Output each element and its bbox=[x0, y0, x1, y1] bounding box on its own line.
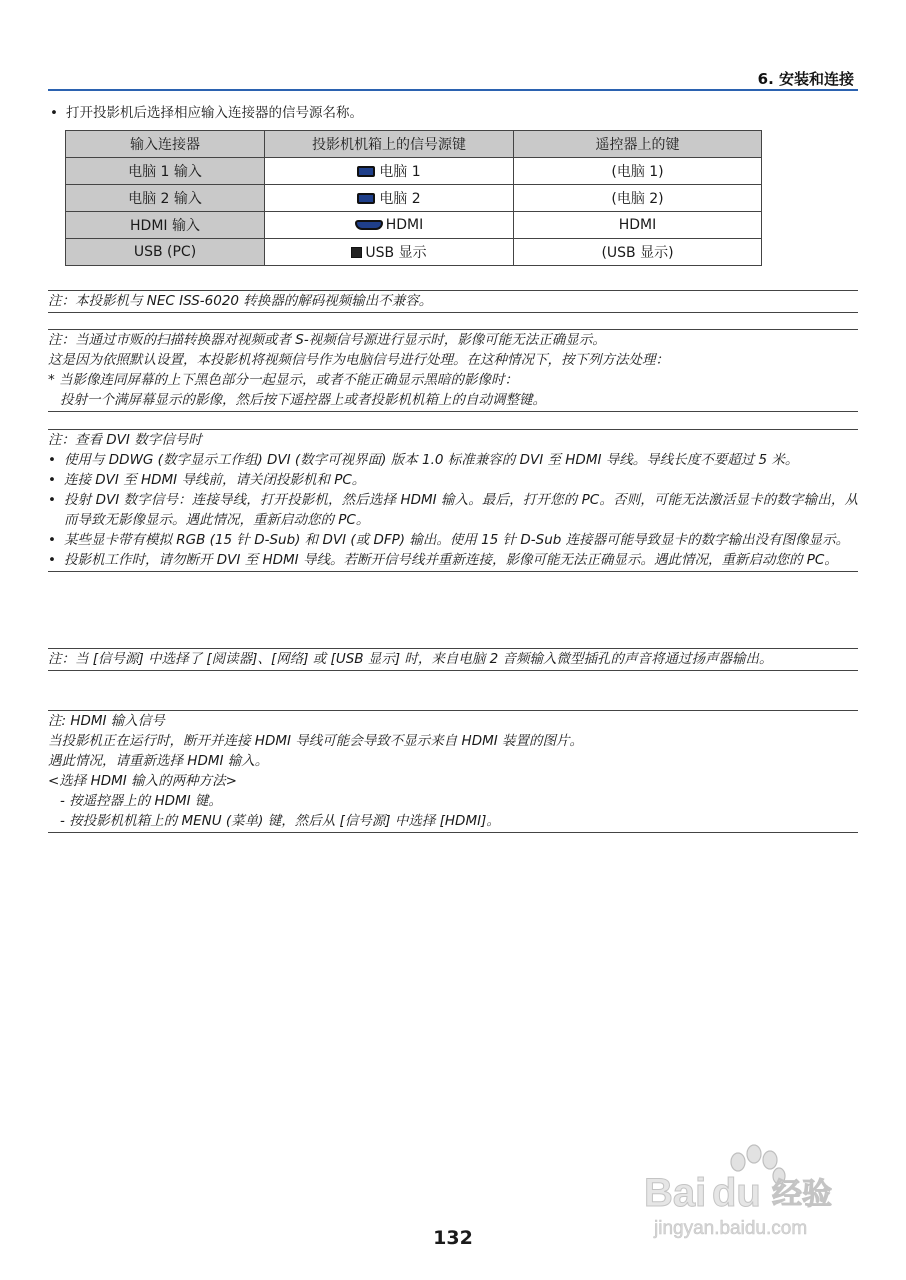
bullet: • bbox=[48, 532, 56, 548]
note-line: <选择 HDMI 输入的两种方法> bbox=[48, 773, 237, 789]
page-number: 132 bbox=[433, 1227, 473, 1249]
svg-text:du: du bbox=[712, 1171, 761, 1215]
list-item bbox=[48, 450, 858, 470]
note-hdmi-input bbox=[48, 710, 858, 833]
table-row bbox=[66, 185, 762, 212]
list-item-text: 投射 DVI 数字信号：连接导线，打开投影机，然后选择 HDMI 输入。最后，打开您的 PC。否则，可能无法激活显卡的数字输出，从而导致无影像显示。遇此情况，重新启动您的 PC。 bbox=[64, 492, 858, 528]
bullet: • bbox=[50, 105, 58, 121]
list-item-text: 某些显卡带有模拟 RGB (15 针 D-Sub) 和 DVI (或 DFP) 输出。使用 15 针 D-Sub 连接器可能导致显卡的数字输出没有图像显示。 bbox=[64, 532, 850, 548]
column-header: 输入连接器 bbox=[66, 131, 265, 158]
usb-icon bbox=[351, 247, 362, 258]
cabinet-key-label: 电脑 1 bbox=[379, 164, 421, 180]
note-line: 注：当通过市贩的扫描转换器对视频或者 S-视频信号源进行显示时，影像可能无法正确显示。 bbox=[48, 332, 606, 348]
note-line: 投射一个满屏幕显示的影像，然后按下遥控器上或者投影机机箱上的自动调整键。 bbox=[60, 392, 546, 408]
table-cell-cabinet bbox=[265, 212, 514, 239]
note-text: 注：当 [信号源] 中选择了 [阅读器]、[网络] 或 [USB 显示] 时，来自电脑 2 音频输入微型插孔的声音将通过扬声器输出。 bbox=[48, 651, 773, 667]
column-header: 投影机机箱上的信号源键 bbox=[265, 131, 514, 158]
table-header-row bbox=[66, 131, 762, 158]
column-header: 遥控器上的键 bbox=[514, 131, 762, 158]
note-line: * 当影像连同屏幕的上下黑色部分一起显示，或者不能正确显示黑暗的影像时： bbox=[48, 372, 519, 388]
svg-text:Bai: Bai bbox=[644, 1171, 707, 1215]
header-divider bbox=[48, 89, 858, 91]
note-dvi-signal bbox=[48, 429, 858, 572]
list-item-text: 使用与 DDWG (数字显示工作组) DVI (数字可视界面) 版本 1.0 标准兼容的 DVI 至 HDMI 导线。导线长度不要超过 5 米。 bbox=[64, 452, 799, 468]
table-cell-input: 电脑 1 输入 bbox=[66, 158, 265, 185]
note-line: - 按投影机机箱上的 MENU (菜单) 键，然后从 [信号源] 中选择 [HDMI]。 bbox=[60, 813, 500, 829]
table-cell-remote: (电脑 1) bbox=[514, 158, 762, 185]
source-key-table bbox=[65, 130, 762, 266]
monitor-icon bbox=[357, 193, 375, 204]
table-cell-cabinet bbox=[265, 158, 514, 185]
table-cell-cabinet bbox=[265, 239, 514, 266]
note-divider bbox=[48, 312, 858, 313]
table-cell-input: 电脑 2 输入 bbox=[66, 185, 265, 212]
note-title: 注：查看 DVI 数字信号时 bbox=[48, 432, 202, 448]
note-line: 这是因为依照默认设置，本投影机将视频信号作为电脑信号进行处理。在这种情况下，按下列方法处理： bbox=[48, 352, 669, 368]
note-iss-6020 bbox=[48, 290, 858, 313]
note-scan-converter bbox=[48, 329, 858, 412]
list-item bbox=[48, 530, 858, 550]
svg-text:经验: 经验 bbox=[772, 1177, 832, 1212]
bullet: • bbox=[48, 552, 56, 568]
table-row bbox=[66, 212, 762, 239]
note-line: 当投影机正在运行时，断开并连接 HDMI 导线可能会导致不显示来自 HDMI 装置的图片。 bbox=[48, 733, 584, 749]
svg-text:jingyan.baidu.com: jingyan.baidu.com bbox=[654, 1218, 808, 1239]
note-line: - 按遥控器上的 HDMI 键。 bbox=[60, 793, 222, 809]
cabinet-key-label: HDMI bbox=[385, 217, 424, 233]
table-cell-input: HDMI 输入 bbox=[66, 212, 265, 239]
bullet: • bbox=[48, 492, 56, 508]
hdmi-icon bbox=[355, 220, 383, 230]
note-divider bbox=[48, 670, 858, 671]
cabinet-key-label: 电脑 2 bbox=[379, 191, 421, 207]
intro-text: 打开投影机后选择相应输入连接器的信号源名称。 bbox=[66, 105, 363, 121]
intro-paragraph bbox=[50, 101, 363, 121]
table-cell-remote: HDMI bbox=[514, 212, 762, 239]
list-item bbox=[48, 490, 858, 530]
chapter-title: 6. 安装和连接 bbox=[757, 70, 854, 88]
monitor-icon bbox=[357, 166, 375, 177]
list-item-text: 连接 DVI 至 HDMI 导线前，请关闭投影机和 PC。 bbox=[64, 472, 366, 488]
list-item-text: 投影机工作时，请勿断开 DVI 至 HDMI 导线。若断开信号线并重新连接，影像可能无法正确显示。遇此情况，重新启动您的 PC。 bbox=[64, 552, 838, 568]
table-row bbox=[66, 158, 762, 185]
note-divider bbox=[48, 411, 858, 412]
table-row bbox=[66, 239, 762, 266]
table-cell-cabinet bbox=[265, 185, 514, 212]
cabinet-key-label: USB 显示 bbox=[365, 245, 427, 261]
note-divider bbox=[48, 832, 858, 833]
note-line: 遇此情况，请重新选择 HDMI 输入。 bbox=[48, 753, 269, 769]
list-item bbox=[48, 470, 858, 490]
table-cell-remote: (电脑 2) bbox=[514, 185, 762, 212]
bullet: • bbox=[48, 452, 56, 468]
list-item bbox=[48, 550, 858, 570]
bullet: • bbox=[48, 472, 56, 488]
table-cell-remote: (USB 显示) bbox=[514, 239, 762, 266]
note-title: 注: HDMI 输入信号 bbox=[48, 713, 165, 729]
note-divider bbox=[48, 571, 858, 572]
note-audio-input bbox=[48, 648, 858, 671]
note-text: 注：本投影机与 NEC ISS-6020 转换器的解码视频输出不兼容。 bbox=[48, 293, 433, 309]
table-cell-input: USB (PC) bbox=[66, 239, 265, 266]
